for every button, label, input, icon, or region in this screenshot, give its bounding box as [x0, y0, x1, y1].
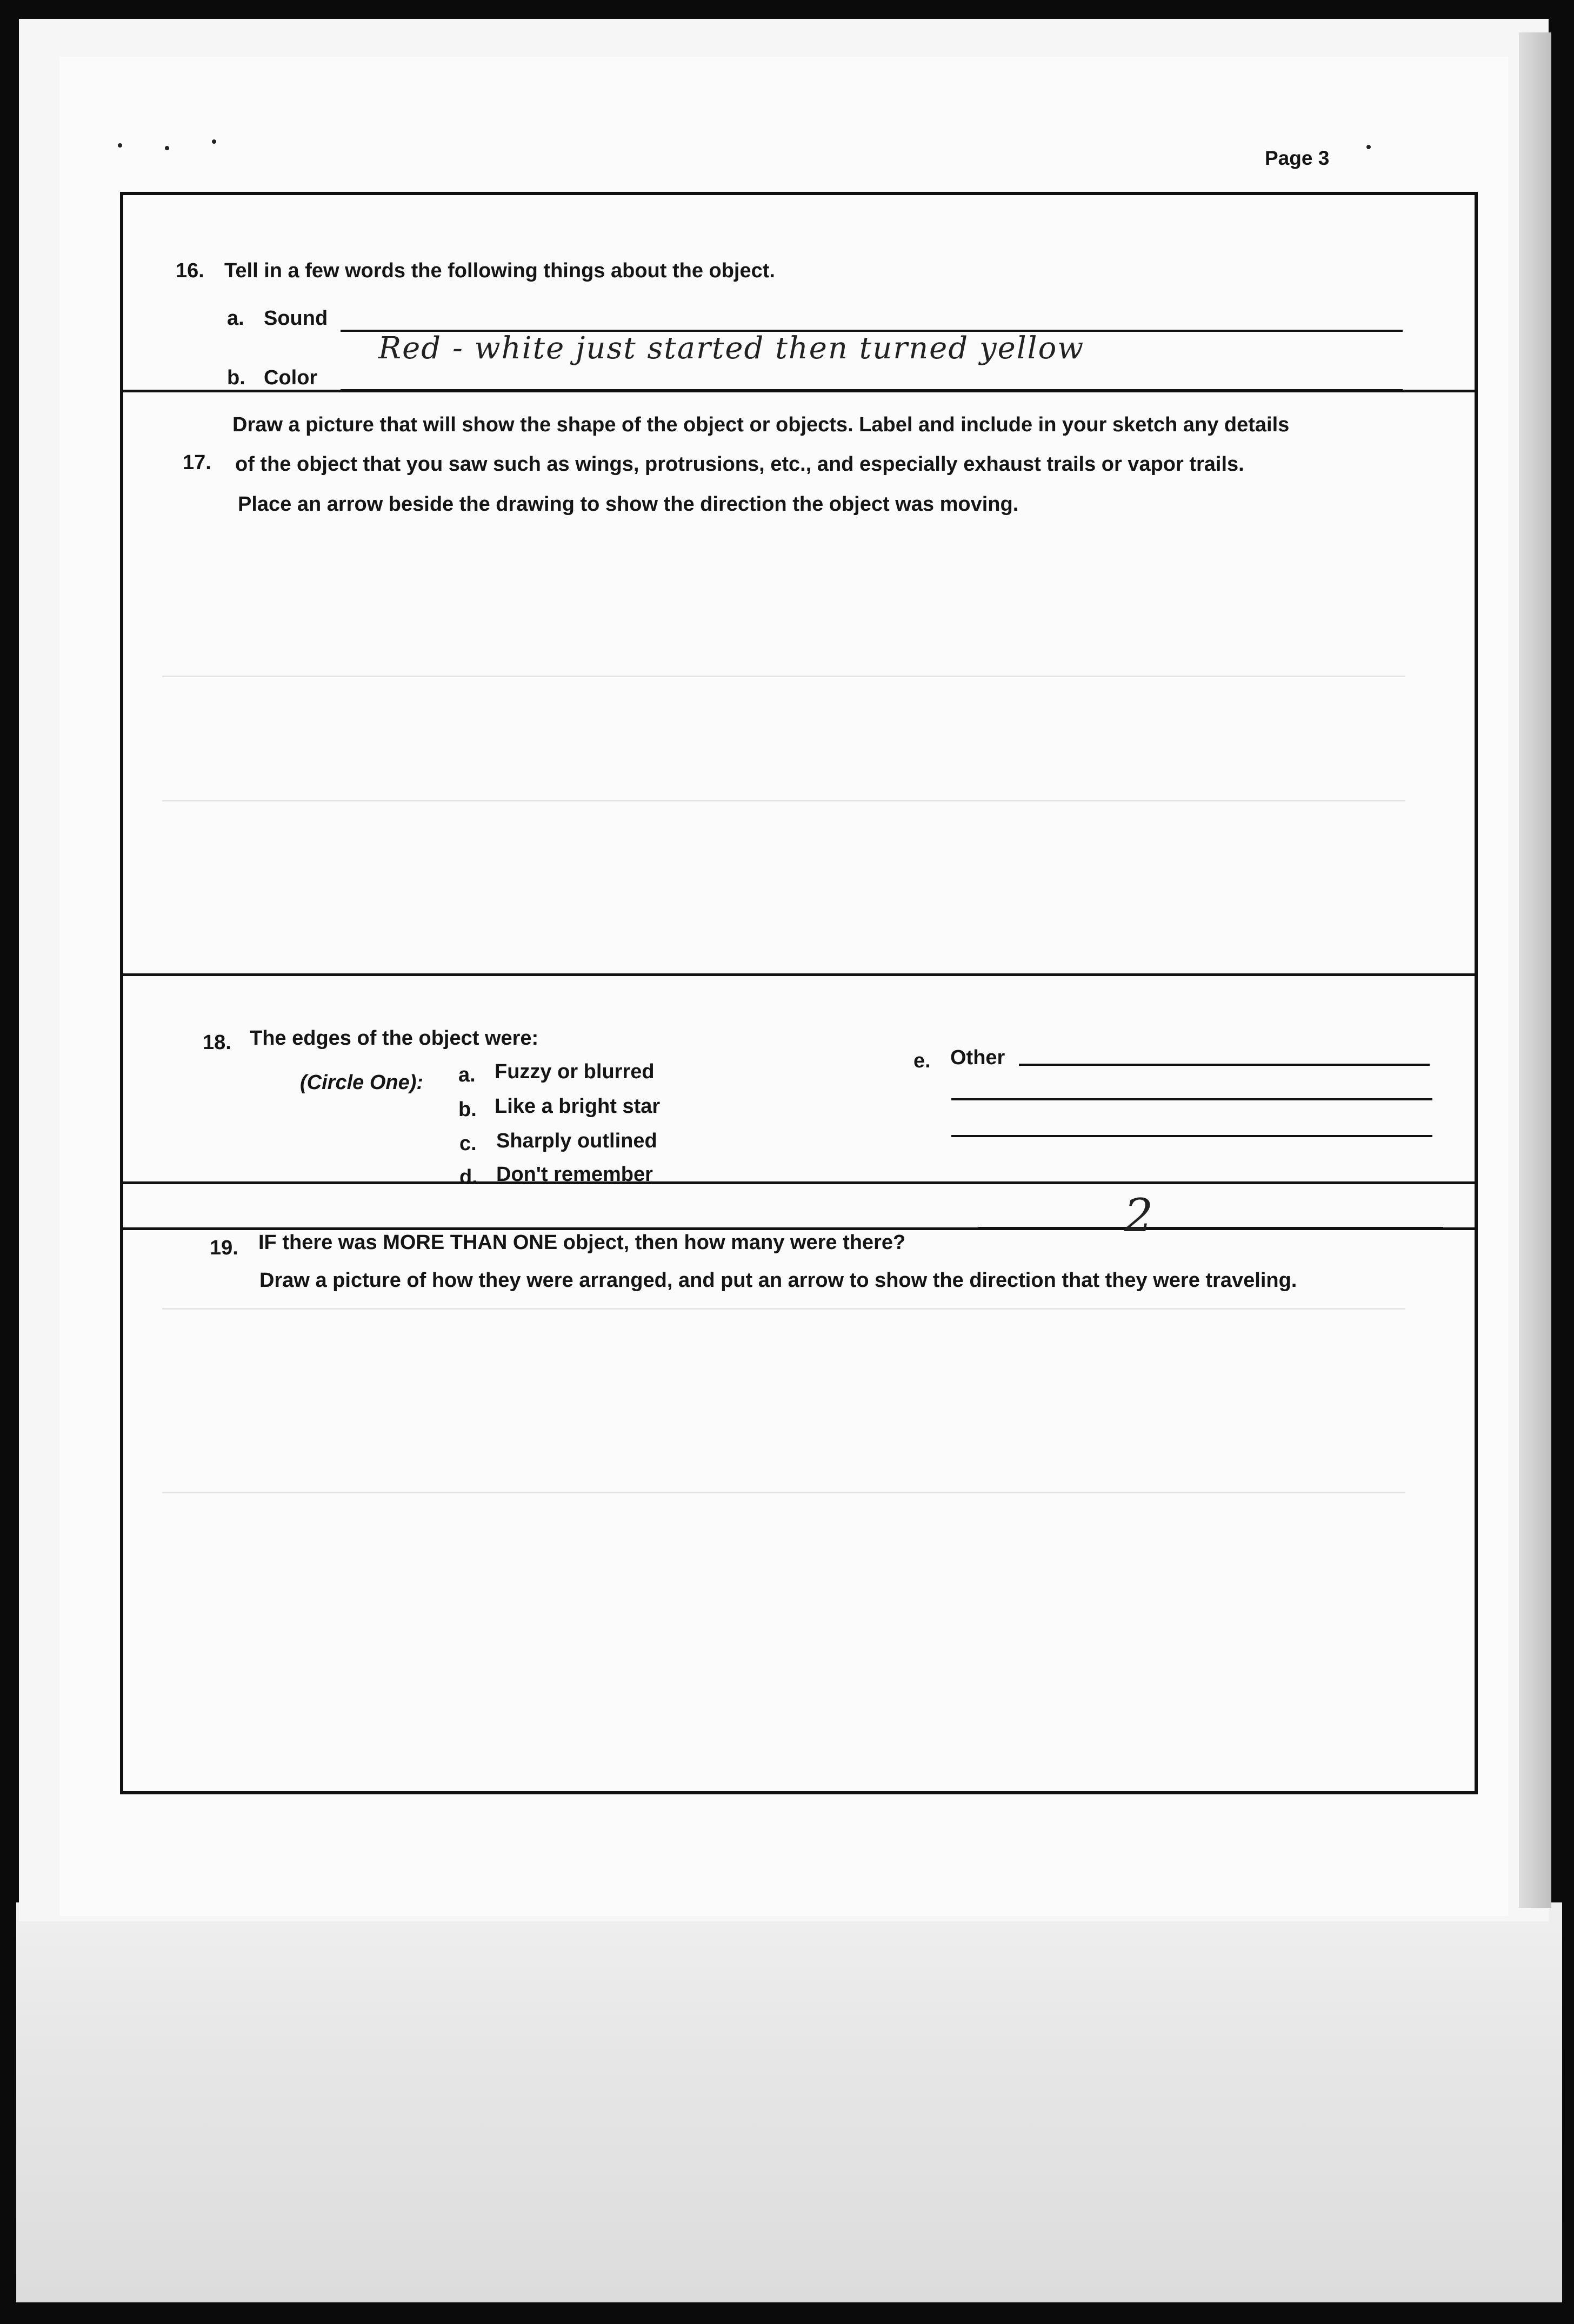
other-answer-line[interactable]: [951, 1098, 1432, 1100]
option-letter: b.: [458, 1098, 477, 1121]
sketch-area[interactable]: [130, 535, 1449, 962]
count-answer: 2: [1124, 1189, 1155, 1242]
page-number: Page 3: [1265, 147, 1330, 169]
question-number: 17.: [183, 451, 211, 474]
question-line: Draw a picture of how they were arranged, and put an arrow to show the direction that they were traveling.: [259, 1269, 1297, 1292]
color-answer-line[interactable]: [341, 389, 1403, 391]
option-letter: a.: [458, 1064, 476, 1086]
option-letter: c.: [459, 1132, 477, 1155]
scan-speck: [1366, 145, 1371, 149]
section-divider: [123, 973, 1475, 976]
question-number: 16.: [176, 259, 204, 282]
scan-speck: [165, 146, 169, 150]
question-line: Place an arrow beside the drawing to show the direction the object was moving.: [238, 493, 1019, 516]
scan-background: [16, 1902, 1562, 2302]
question-line: of the object that you saw such as wings, protrusions, etc., and especially exhaust trails or vapor trails.: [235, 453, 1244, 476]
question-number: 18.: [203, 1031, 231, 1054]
option-text: Sharply outlined: [496, 1130, 657, 1152]
sound-label: Sound: [264, 307, 328, 330]
circle-one-label: (Circle One):: [300, 1071, 424, 1094]
other-label: Other: [950, 1046, 1005, 1069]
question-prompt: Tell in a few words the following things about the object.: [224, 259, 775, 282]
scan-speck: [118, 143, 122, 148]
scan-speck: [212, 139, 216, 144]
color-label: Color: [264, 366, 318, 389]
arrangement-sketch-area[interactable]: [157, 1308, 1454, 1784]
question-prompt: The edges of the object were:: [250, 1027, 539, 1050]
color-answer: Red - white just started then turned yellow: [378, 331, 1085, 366]
count-answer-line[interactable]: [978, 1227, 1443, 1229]
color-letter: b.: [227, 366, 245, 389]
other-answer-line[interactable]: [951, 1135, 1432, 1137]
question-prompt: IF there was MORE THAN ONE object, then how many were there?: [258, 1231, 906, 1254]
question-line: Draw a picture that will show the shape of the object or objects. Label and include in your sketch any details: [232, 413, 1290, 436]
section-divider: [123, 1181, 1475, 1184]
sound-letter: a.: [227, 307, 244, 330]
other-letter: e.: [913, 1050, 931, 1072]
option-letter: d.: [459, 1166, 478, 1188]
option-text: Don't remember: [496, 1163, 653, 1186]
option-text: Fuzzy or blurred: [495, 1060, 655, 1083]
other-answer-line[interactable]: [1019, 1064, 1430, 1066]
question-number: 19.: [210, 1237, 238, 1259]
page-edge-shadow: [1519, 32, 1551, 1908]
option-text: Like a bright star: [495, 1095, 661, 1118]
